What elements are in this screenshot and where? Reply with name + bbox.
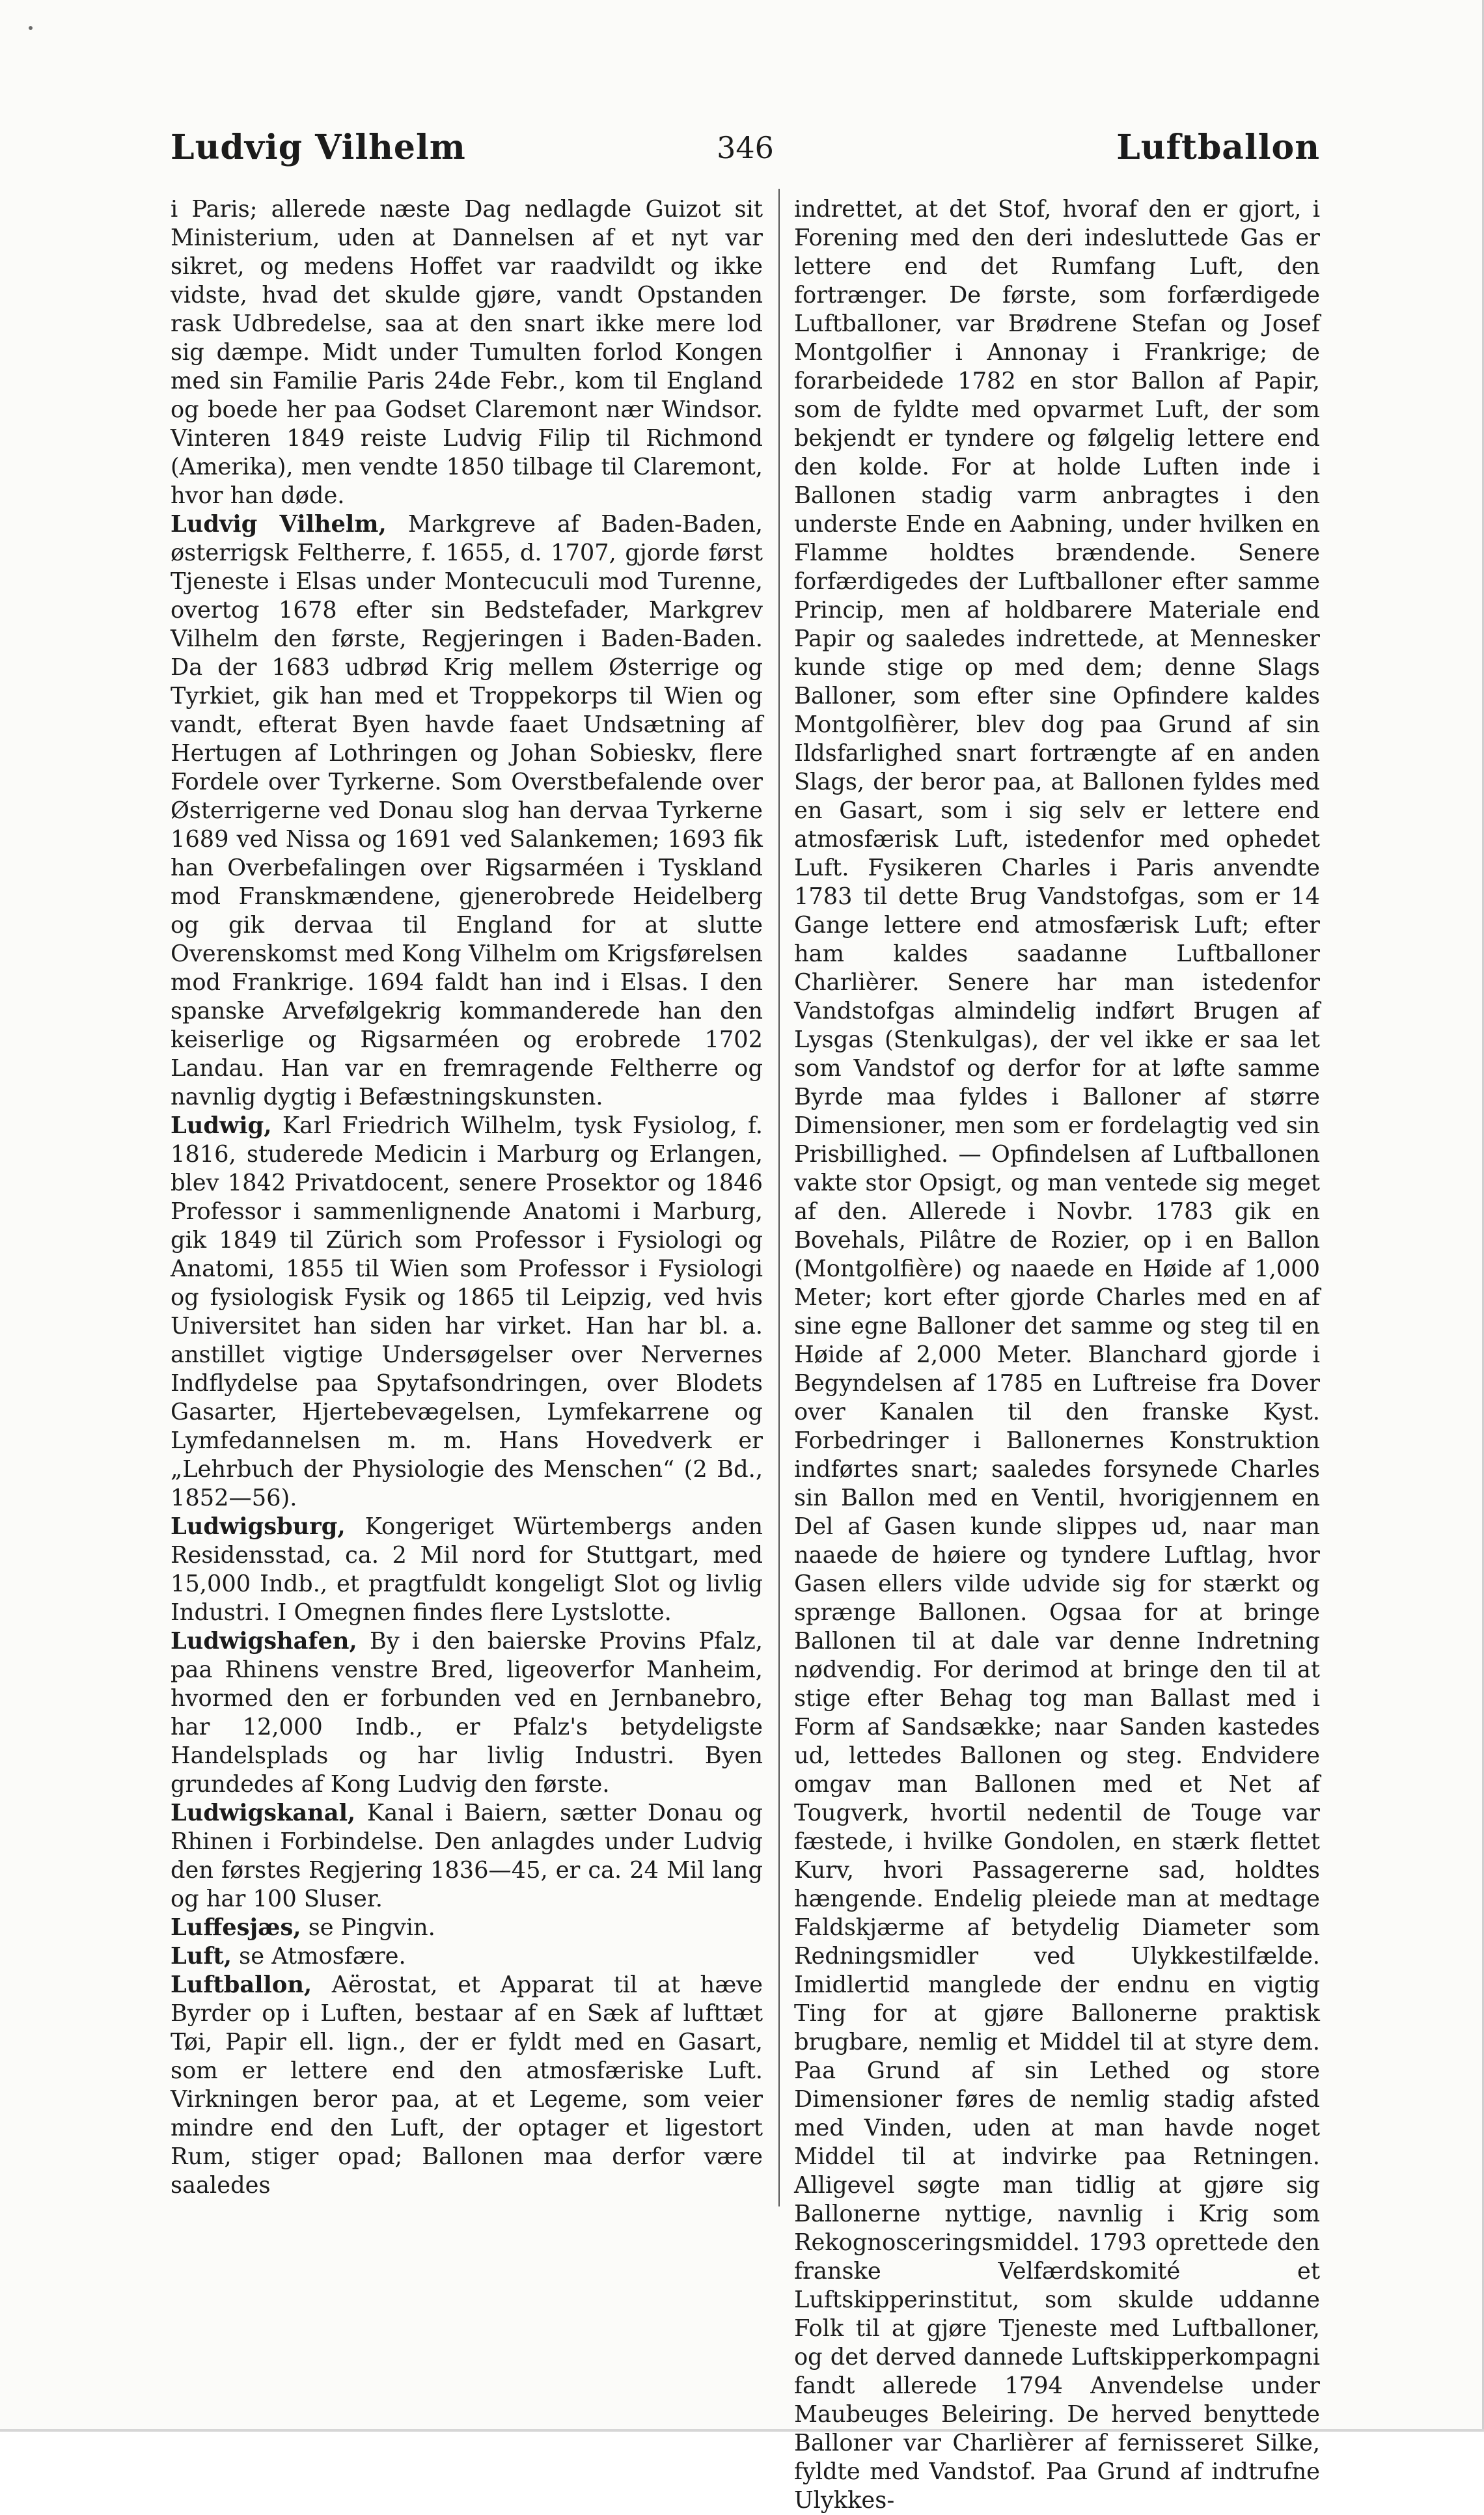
entry-ludvig-vilhelm — [171, 510, 763, 1112]
entry-text: Kongeriget Würtembergs anden Residensstad, ca. 2 Mil nord for Stuttgart, med 15,000 Indb., et pragtfuldt kongeligt Slot og livlig Industri. I Omegnen findes flere Lystslotte. — [171, 1513, 763, 1626]
entry-ludwigskanal — [171, 1799, 763, 1914]
right-column — [794, 195, 1320, 2514]
entry-ludwig — [171, 1112, 763, 1513]
entry-headword: Luft, — [171, 1943, 232, 1970]
entry-headword: Ludwig, — [171, 1112, 272, 1139]
entry-luft — [171, 1942, 763, 1971]
page-number: 346 — [717, 130, 774, 165]
entry-text: Karl Friedrich Wilhelm, tysk Fysiolog, f. 1816, studerede Medicin i Marburg og Erlangen, blev 1842 Privatdocent, senere Prosektor og 1846 Professor i sammenlignende Anatomi i Marburg, gik 1849 til Zürich som Professor i Fysiologi og Anatomi, 1855 til Wien som Professor i Fysiologi og fysiologisk Fysik og 1865 til Leipzig, ved hvis Universitet han siden har virket. Han har bl. a. anstillet vigtige Undersøgelser over Nervernes Indflydelse paa Spytafsondringen, over Blodets Gasarter, Hjertebevægelsen, Lymfekarrene og Lymfedannelsen m. m. Hans Hovedverk er „Lehrbuch der Physiologie des Menschen“ (2 Bd., 1852—56). — [171, 1112, 763, 1511]
entry-headword: Luffesjæs, — [171, 1914, 301, 1941]
entry-headword: Ludwigshafen, — [171, 1628, 357, 1655]
running-header — [171, 128, 1320, 180]
entry-headword: Ludwigsburg, — [171, 1513, 346, 1540]
column-rule — [778, 189, 780, 2206]
entry-text: Markgreve af Baden-Baden, østerrigsk Feltherre, f. 1655, d. 1707, gjorde først Tjeneste i Elsas under Montecuculi mod Turenne, overtog 1678 efter sin Bedstefader, Markgrev Vilhelm den første, Regjeringen i Baden-Baden. Da der 1683 udbrød Krig mellem Østerrige og Tyrkiet, gik han med et Troppekorps til Wien og vandt, efterat Byen havde faaet Undsætning af Hertugen af Lothringen og Johan Sobieskv, flere Fordele over Tyrkerne. Som Overstbefalende over Østerrigerne ved Donau slog han dervaa Tyrkerne 1689 ved Nissa og 1691 ved Salankemen; 1693 fik han Overbefalingen over Rigsarméen i Tyskland mod Franskmændene, gjenerobrede Heidelberg og gik dervaa til England for at slutte Overenskomst med Kong Vilhelm om Krigsførelsen mod Frankrige. 1694 faldt han ind i Elsas. I den spanske Arvefølgekrig kommanderede han den keiserlige og Rigsarméen og erobrede 1702 Landau. Han var en fremragende Feltherre og navnlig dygtig i Befæstningskunsten. — [171, 511, 763, 1110]
entry-luffesjaes — [171, 1914, 763, 1942]
entry-text: se Pingvin. — [301, 1914, 435, 1941]
ink-speck — [29, 26, 33, 30]
entry-text: se Atmosfære. — [231, 1943, 406, 1970]
entry-ludwigshafen — [171, 1627, 763, 1799]
left-column — [171, 195, 763, 2206]
luftballon-continuation: indrettet, at det Stof, hvoraf den er gjort, i Forening med den deri indesluttede Gas er lettere end det Rumfang Luft, den fortrænger. De første, som forfærdigede Luftballoner, var Brødrene Stefan og Josef Montgolfier i Annonay i Frankrige; de forarbeidede 1782 en stor Ballon af Papir, som de fyldte med opvarmet Luft, der som bekjendt er tyndere og følgelig lettere end den kolde. For at holde Luften inde i Ballonen stadig varm anbragtes i den underste Ende en Aabning, under hvilken en Flamme holdtes brændende. Senere forfærdigedes der Luftballoner efter samme Princip, men af holdbarere Materiale end Papir og saaledes indrettede, at Mennesker kunde stige op med dem; denne Slags Balloner, som efter sine Opfindere kaldes Montgolfièrer, blev dog paa Grund af sin Ildsfarlighed snart fortrængte af en anden Slags, der beror paa, at Ballonen fyldes med en Gasart, som i sig selv er lettere end atmosfærisk Luft, istedenfor med ophedet Luft. Fysikeren Charles i Paris anvendte 1783 til dette Brug Vandstofgas, som er 14 Gange lettere end atmosfærisk Luft; efter ham kaldes saadanne Luftballoner Charlièrer. Senere har man istedenfor Vandstofgas almindelig indført Brugen af Lysgas (Stenkulgas), der vel ikke er saa let som Vandstof og derfor for at løfte samme Byrde maa fyldes i Balloner af større Dimensioner, men som er fordelagtig ved sin Prisbillighed. — Opfindelsen af Luftballonen vakte stor Opsigt, og man ventede sig meget af den. Allerede i Novbr. 1783 gik en Bovehals, Pilâtre de Rozier, op i en Ballon (Montgolfière) og naaede en Høide af 1,000 Meter; kort efter gjorde Charles med en af sine egne Balloner det samme og steg til en Høide af 2,000 Meter. Blanchard gjorde i Begyndelsen af 1785 en Luftreise fra Dover over Kanalen til den franske Kyst. Forbedringer i Ballonernes Konstruktion indførtes snart; saaledes forsynede Charles sin Ballon med en Ventil, hvorigjennem en Del af Gasen kunde slippes ud, naar man naaede de høiere og tyndere Luftlag, hvor Gasen ellers vilde udvide sig for stærkt og sprænge Ballonen. Ogsaa for at bringe Ballonen til at dale var denne Indretning nødvendig. For derimod at bringe den til at stige efter Behag tog man Ballast med i Form af Sandsække; naar Sanden kastedes ud, lettedes Ballonen og steg. Endvidere omgav man Ballonen med et Net af Tougverk, hvortil nedentil de Touge var fæstede, i hvilke Gondolen, en stærk flettet Kurv, hvori Passagererne sad, holdtes hængende. Endelig pleiede man at medtage Faldskjærme af betydelig Diameter som Redningsmidler ved Ulykkestilfælde. Imidlertid manglede der endnu en vigtig Ting for at gjøre Ballonerne praktisk brugbare, nemlig et Middel til at styre dem. Paa Grund af sin Lethed og store Dimensioner føres de nemlig stadig afsted med Vinden, uden at man havde noget Middel til at indvirke paa Retningen. Alligevel søgte man tidlig at gjøre sig Ballonerne nyttige, navnlig i Krig som Rekognosceringsmiddel. 1793 oprettede den franske Velfærdskomité et Luftskipperinstitut, som skulde uddanne Folk til at gjøre Tjeneste med Luftballoner, og det derved dannede Luftskipperkompagni fandt allerede 1794 Anvendelse under Maubeuges Beleiring. De herved benyttede Balloner var Charlièrer af fernisseret Silke, fyldte med Vandstof. Paa Grund af indtrufne Ulykkes- — [794, 196, 1320, 2514]
entry-text: Kanal i Baiern, sætter Donau og Rhinen i Forbindelse. Den anlagdes under Ludvig den førstes Regjering 1836—45, er ca. 24 Mil lang og har 100 Sluser. — [171, 1800, 763, 1912]
entry-text: Aërostat, et Apparat til at hæve Byrder op i Luften, bestaar af en Sæk af lufttæt Tøi, Papir ell. lign., der er fyldt med en Gasart, som er lettere end den atmosfæriske Luft. Virkningen beror paa, at et Legeme, som veier mindre end den Luft, der optager et ligestort Rum, stiger opad; Ballonen maa derfor være saaledes — [171, 1972, 763, 2199]
entry-headword: Ludwigskanal, — [171, 1800, 356, 1826]
entry-ludwigsburg — [171, 1513, 763, 1627]
header-first-entry: Ludvig Vilhelm — [171, 128, 466, 167]
entry-headword: Ludvig Vilhelm, — [171, 511, 387, 538]
entry-headword: Luftballon, — [171, 1972, 312, 1998]
entry-text: By i den baierske Provins Pfalz, paa Rhinens venstre Bred, ligeoverfor Manheim, hvormed den er forbunden ved en Jernbanebro, har 12,000 Indb., er Pfalz's betydeligste Handelsplads og har livlig Industri. Byen grundedes af Kong Ludvig den første. — [171, 1628, 763, 1798]
entry-luftballon — [171, 1971, 763, 2200]
header-last-entry: Luftballon — [1116, 128, 1320, 167]
continuation-text: i Paris; allerede næste Dag nedlagde Guizot sit Ministerium, uden at Dannelsen af et nyt var sikret, og medens Hoffet var raadvildt og ikke vidste, hvad det skulde gjøre, vandt Opstanden rask Udbredelse, saa at den snart ikke mere lod sig dæmpe. Midt under Tumulten forlod Kongen med sin Familie Paris 24de Febr., kom til England og boede her paa Godset Claremont nær Windsor. Vinteren 1849 reiste Ludvig Filip til Richmond (Amerika), men vendte 1850 tilbage til Claremont, hvor han døde. — [171, 196, 763, 509]
